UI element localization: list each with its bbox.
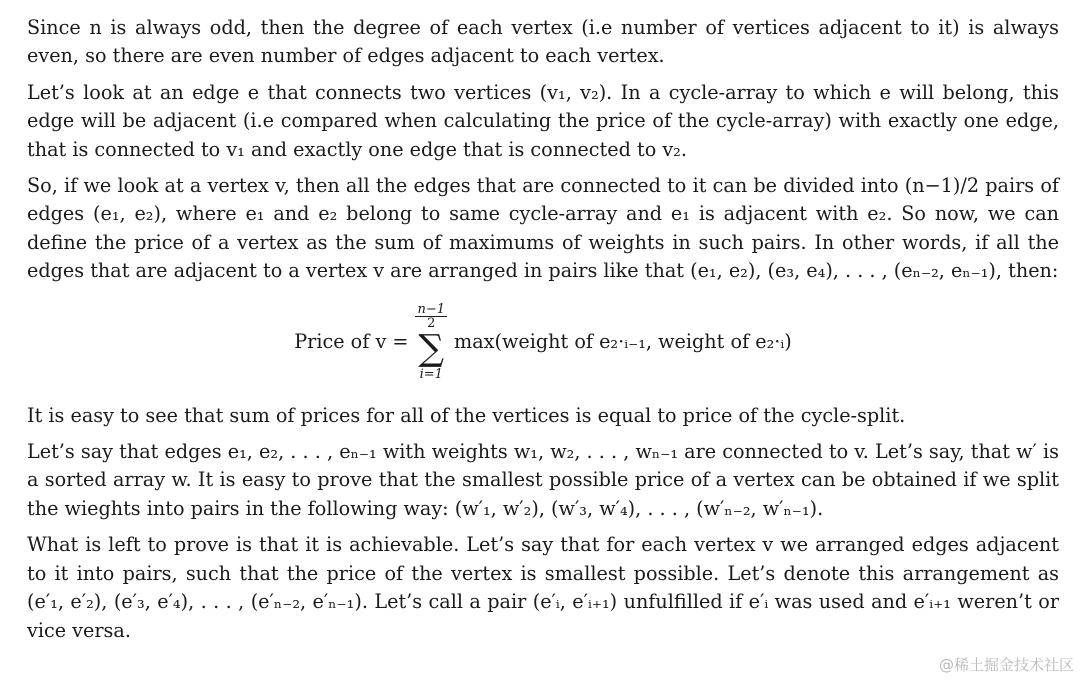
upper-limit <box>415 303 447 330</box>
paragraph-edge: Let’s look at an edge e that connects two vertices (v₁, v₂). In a cycle-array to which e will belong, this edge will be adjacent (i.e compared when calculating the price of the cycle-array) with exactly one edge, that is connected to v₁ and exactly one edge that is connected to v₂. <box>27 80 1059 161</box>
sigma-symbol: ∑ <box>418 327 445 369</box>
paragraph-degree: Since n is always odd, then the degree of each vertex (i.e number of vertices adjacent to it) is always even, so there are even number of edges adjacent to each vertex. <box>27 16 1059 68</box>
formula-lhs: Price of v = <box>294 330 409 354</box>
watermark: @稀土掘金技术社区 <box>938 656 1074 674</box>
price-formula <box>27 296 1059 388</box>
paragraph-achievable: What is left to prove is that it is achievable. Let’s say that for each vertex v we arranged edges adjacent to it into pairs, such that the price of the vertex is smallest possible. Let’s denote this arrangement as (e′₁, e′₂), (e′₃, e′₄), . . . , (e′ₙ₋₂, e′ₙ₋₁). Let’s call a pair (e′ᵢ, e′ᵢ₊₁) unfulfilled if e′ᵢ was used and e′ᵢ₊₁ weren’t or vice versa. <box>27 533 1059 642</box>
paragraph-sorted-weights: Let’s say that edges e₁, e₂, . . . , eₙ₋₁ with weights w₁, w₂, . . . , wₙ₋₁ are connected to v. Let’s say, that w′ is a sorted array w. It is easy to prove that the smallest possible price of a vertex can be obtained if we split the wieghts into pairs in the following way: (w′₁, w′₂), (w′₃, w′₄), . . . , (w′ₙ₋₂, w′ₙ₋₁). <box>27 440 1059 520</box>
upper-limit-den: 2 <box>427 315 436 331</box>
formula-rhs: max(weight of e₂·ᵢ₋₁, weight of e₂·ᵢ) <box>454 330 792 354</box>
upper-limit-num: n−1 <box>417 301 446 317</box>
paragraph-sum-prices: It is easy to see that sum of prices for all of the vertices is equal to price of the cycle-split. <box>27 403 906 427</box>
document-body <box>27 14 1059 653</box>
paragraph-vertex-price: So, if we look at a vertex v, then all the edges that are connected to it can be divided into (n−1)/2 pairs of edges (e₁, e₂), where e₁ and e₂ belong to same cycle-array and e₁ is adjacent with e₂. So now, we can define the price of a vertex as the sum of maximums of weights in such pairs. In other words, if all the edges that are adjacent to a vertex v are arranged in pairs like that (e₁, e₂), (e₃, e₄), . . . , (eₙ₋₂, eₙ₋₁), then: <box>27 174 1059 283</box>
summation <box>412 303 450 381</box>
lower-limit: i=1 <box>419 366 443 382</box>
